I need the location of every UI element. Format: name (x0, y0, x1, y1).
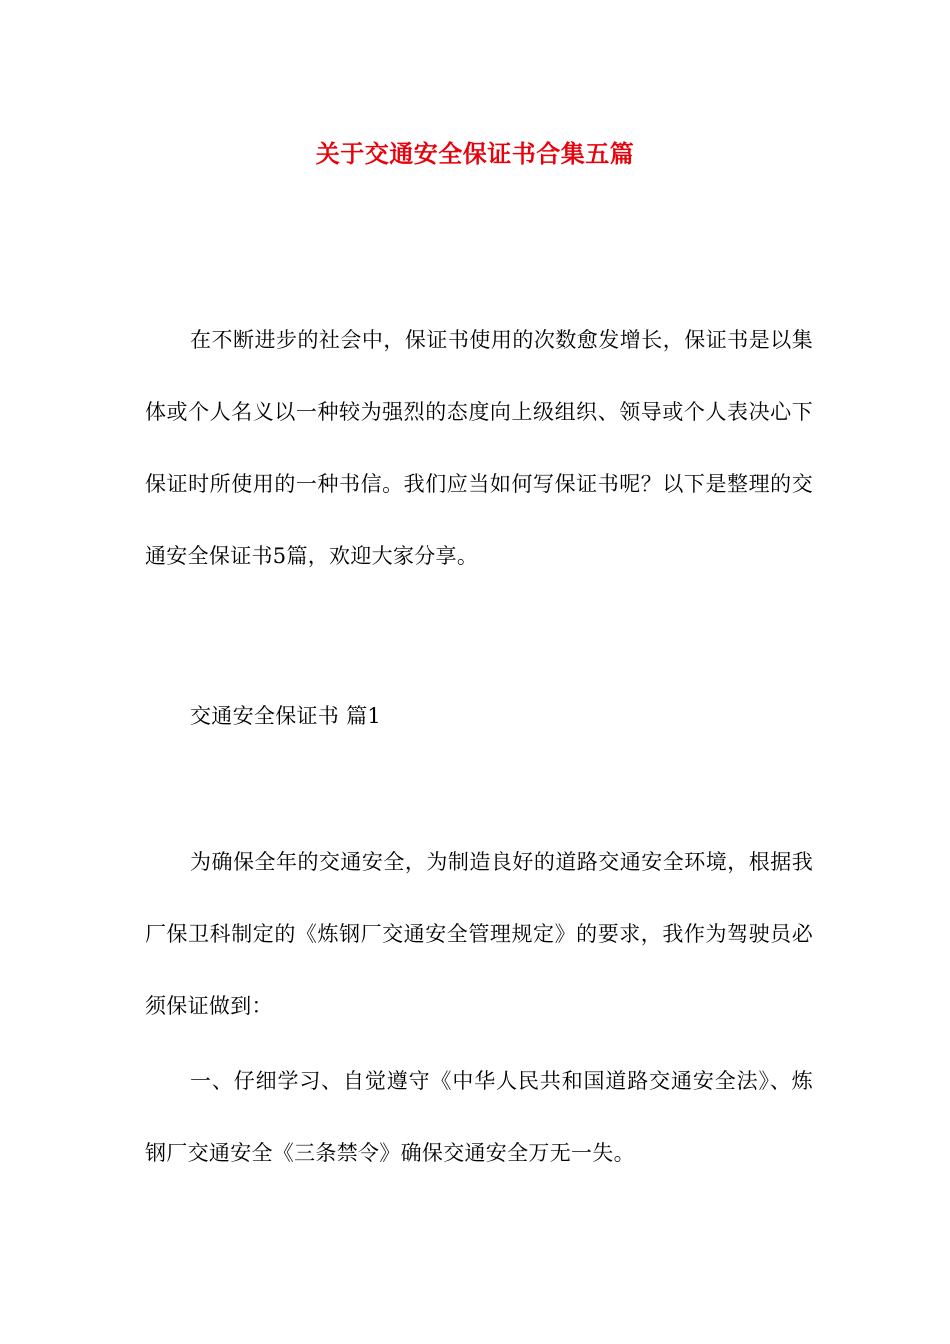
document-title: 关于交通安全保证书合集五篇 (315, 140, 635, 168)
body-paragraph-1: 为确保全年的交通安全，为制造良好的道路交通安全环境，根据我厂保卫科制定的《炼钢厂交通安全管理规定》的要求，我作为驾驶员必须保证做到： (145, 850, 813, 1018)
section-heading: 交通安全保证书 篇1 (190, 704, 382, 728)
body-paragraph-2: 一、仔细学习、自觉遵守《中华人民共和国道路交通安全法》、炼钢厂交通安全《三条禁令》确保交通安全万无一失。 (145, 1069, 813, 1165)
intro-paragraph: 在不断进步的社会中，保证书使用的次数愈发增长，保证书是以集体或个人名义以一种较为强烈的态度向上级组织、领导或个人表决心下保证时所使用的一种书信。我们应当如何写保证书呢？以下是整理的交通安全保证书5篇，欢迎大家分享。 (145, 328, 813, 568)
